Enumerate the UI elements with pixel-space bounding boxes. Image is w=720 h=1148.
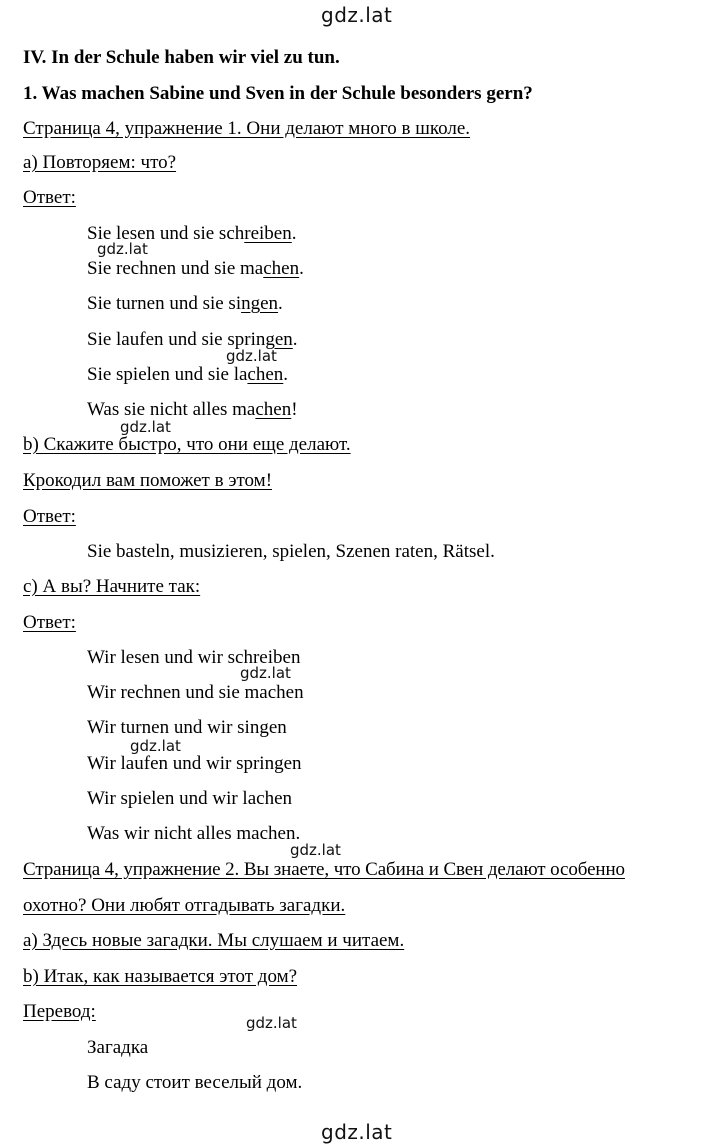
exercise2-title: Страница 4, упражнение 2. Вы знаете, что Сабина и Свен делают особенно: [23, 859, 625, 880]
watermark: gdz.lat: [246, 1014, 297, 1032]
translation-line: В саду стоит веселый дом.: [87, 1072, 303, 1093]
poem-line: Sie spielen und sie lachen.: [87, 364, 289, 385]
exercise1-part-b2: Крокодил вам поможет в этом!: [23, 470, 273, 491]
watermark: gdz.lat: [290, 841, 341, 859]
answer-label: Ответ:: [23, 612, 76, 633]
watermark-bottom: gdz.lat: [321, 1120, 393, 1144]
exercise2-title-cont: охотно? Они любят отгадывать загадки.: [23, 895, 346, 916]
watermark: gdz.lat: [130, 737, 181, 755]
poem-line: Wir turnen und wir singen: [87, 717, 287, 738]
watermark: gdz.lat: [240, 664, 291, 682]
watermark-top: gdz.lat: [321, 3, 393, 27]
watermark: gdz.lat: [97, 240, 148, 258]
exercise1-part-b: b) Скажите быстро, что они еще делают.: [23, 434, 351, 455]
poem-line: Wir laufen und wir springen: [87, 753, 302, 774]
answer-label: Ответ:: [23, 506, 76, 527]
poem-line: Sie laufen und sie springen.: [87, 329, 298, 350]
poem-line: Wir rechnen und sie machen: [87, 682, 304, 703]
translation-label: Перевод:: [23, 1001, 96, 1022]
exercise1-part-c: с) А вы? Начните так:: [23, 576, 201, 597]
poem-line: Sie turnen und sie singen.: [87, 293, 283, 314]
exercise2-part-b: b) Итак, как называется этот дом?: [23, 966, 298, 987]
watermark: gdz.lat: [120, 418, 171, 436]
poem-line: Sie rechnen und sie machen.: [87, 258, 304, 279]
translation-line: Загадка: [87, 1037, 149, 1058]
answer-label: Ответ:: [23, 187, 76, 208]
answer-b-text: Sie basteln, musizieren, spielen, Szenen raten, Rätsel.: [87, 541, 495, 562]
poem-line: Wir spielen und wir lachen: [87, 788, 293, 809]
question-heading: 1. Was machen Sabine und Sven in der Schule besonders gern?: [23, 83, 533, 104]
poem-line: Was sie nicht alles machen!: [87, 399, 298, 420]
exercise1-part-a: а) Повторяем: что?: [23, 152, 177, 173]
poem-line: Was wir nicht alles machen.: [87, 823, 301, 844]
poem-line: Wir lesen und wir schreiben: [87, 647, 301, 668]
poem-line: Sie lesen und sie schreiben.: [87, 223, 297, 244]
section-heading: IV. In der Schule haben wir viel zu tun.: [23, 47, 340, 68]
exercise2-part-a: а) Здесь новые загадки. Мы слушаем и читаем.: [23, 930, 405, 951]
exercise1-title: Страница 4, упражнение 1. Они делают много в школе.: [23, 118, 471, 139]
watermark: gdz.lat: [226, 347, 277, 365]
